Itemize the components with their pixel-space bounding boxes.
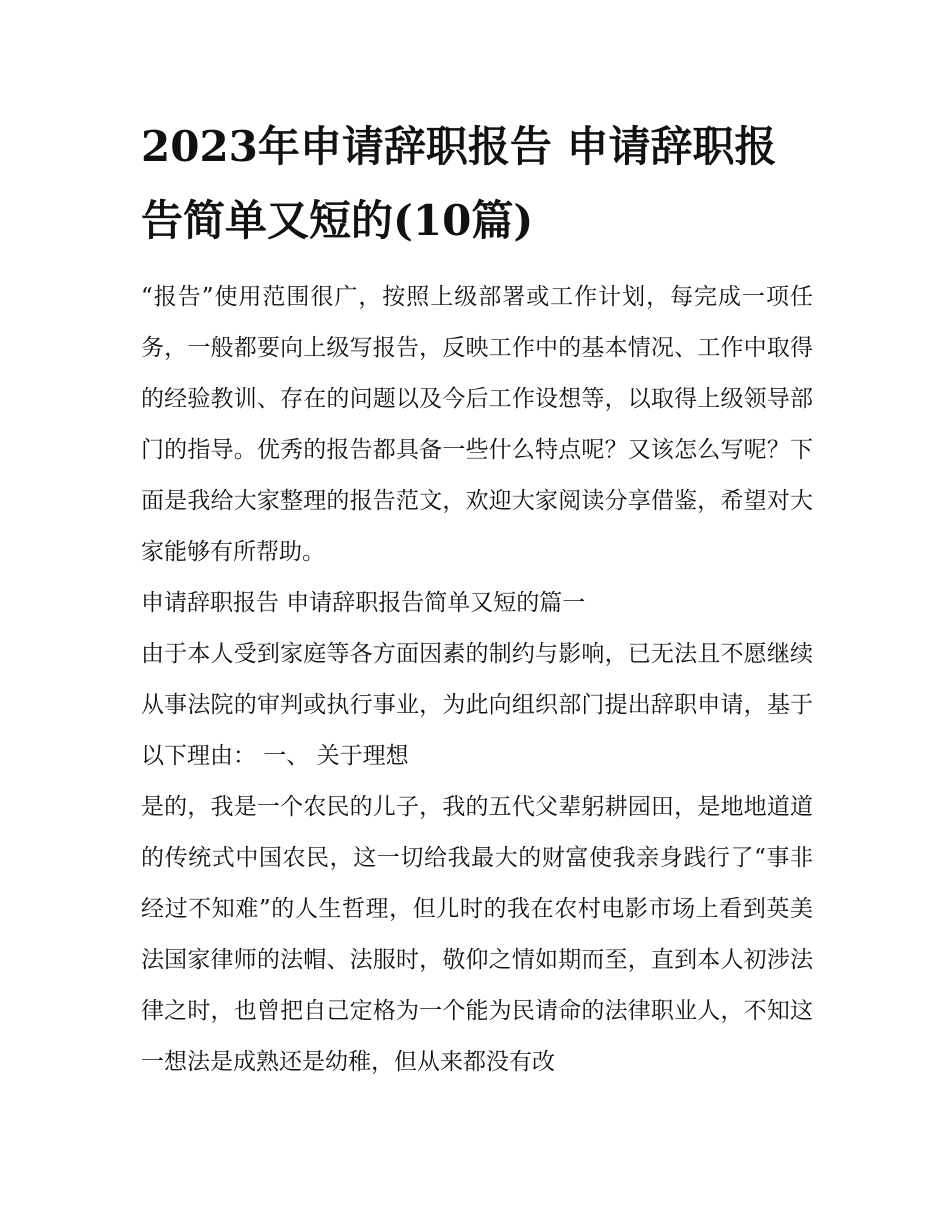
section-heading: 申请辞职报告 申请辞职报告简单又短的篇一 [141,590,586,616]
document-title: 2023年申请辞职报告 申请辞职报告简单又短的(10篇) [141,122,777,245]
document-body [141,272,813,1088]
body-paragraph: 由于本人受到家庭等各方面因素的制约与影响，已无法且不愿继续从事法院的审判或执行事业，为此向组织部门提出辞职申请，基于以下理由： 一、 关于理想 [141,641,813,769]
document-page [141,110,813,1088]
intro-paragraph: “报告”使用范围很广，按照上级部署或工作计划，每完成一项任务，一般都要向上级写报告，反映工作中的基本情况、工作中取得的经验教训、存在的问题以及今后工作设想等，以取得上级领导部门的指导。优秀的报告都具备一些什么特点呢？又该怎么写呢？下面是我给大家整理的报告范文，欢迎大家阅读分享借鉴，希望对大家能够有所帮助。 [141,284,813,565]
body-paragraph: 是的，我是一个农民的儿子，我的五代父辈躬耕园田，是地地道道的传统式中国农民，这一切给我最大的财富使我亲身践行了“事非经过不知难”的人生哲理，但儿时的我在农村电影市场上看到英美法国家律师的法帽、法服时，敬仰之情如期而至，直到本人初涉法律之时，也曾把自己定格为一个能为民请命的法律职业人，不知这一想法是成熟还是幼稚，但从来都没有改 [141,794,813,1075]
